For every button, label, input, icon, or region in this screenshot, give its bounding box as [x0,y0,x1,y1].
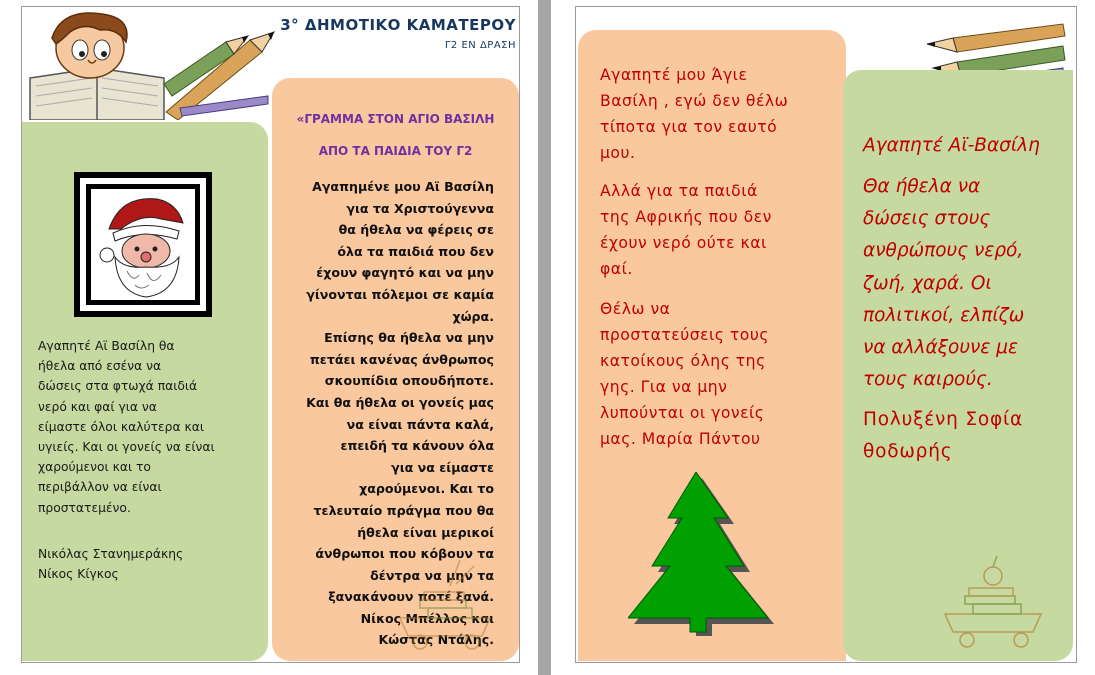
left-page [0,0,538,675]
page-gutter [538,0,551,675]
school-name: 3° ΔΗΜΟΤΙΚΟ ΚΑΜΑΤΕΡΟΥ [280,16,516,34]
green-letter-panel [843,70,1073,661]
letter-text: Αγαπημένε μου Αϊ Βασίλη για τα Χριστούγεννα θα ήθελα να φέρεις σε όλα τα παιδιά που δεν έχουν φαγητό και να μην γίνονται πόλεμοι σε καμία χώρα. Επίσης θα ήθελα να μην πετάει κανένας άνθρωπος σκουπίδια οπουδήποτε. Και θα ήθελα οι γονείς μας να είναι πάντα καλά, επειδή τα κάνουν όλα για να είμαστε χαρούμενοι. Και το τελευταίο πράγμα που θα ήθελα είναι μερικοί άνθρωποι που κόβουν τα δέντρα να μην τα ξανακάνουν ποτέ ξανά. Νίκος Μπέλλος και Κώστας Ντάλης. [306,179,494,648]
books-cart-icon [935,548,1051,650]
letter-text: Θα ήθελα να δώσεις στους ανθρώπους νερό, ζωή, χαρά. Οι πολιτικοί, ελπίζω να αλλάξουνε με τους καιρούς. [863,176,1025,391]
books-cart-icon [390,556,500,652]
letter-title-line2: ΑΠΟ ΤΑ ΠΑΙΔΙΑ ΤΟΥ Γ2 [318,144,473,158]
letter-greeting: Αγαπητέ Αϊ-Βασίλη [863,135,1040,156]
right-page [551,0,1095,675]
boy-reading-icon [22,8,172,120]
letter-authors: Νικόλας Στανημεράκης Νίκος Κίγκος [38,547,184,582]
letter-paragraph-1: Αγαπητέ μου Άγιε Βασίλη , εγώ δεν θέλω τίποτα για τον εαυτό μου. [600,66,789,162]
letter-title-line1: «ΓΡΑΜΜΑ ΣΤΟΝ ΑΓΙΟ ΒΑΣΙΛΗ [296,112,495,126]
christmas-tree-icon [628,472,778,636]
class-name: Γ2 ΕΝ ΔΡΑΣΗ [444,40,516,51]
santa-picture-frame [74,172,212,317]
letter-text: Αγαπητέ Αϊ Βασίλη θα ήθελα από εσένα να δώσεις στα φτωχά παιδιά νερό και φαί για να είμαστε όλοι καλύτερα και υγιείς. Και οι γονείς να είναι χαρούμενοι και το περιβάλλον να είναι προστατεμένο. [38,339,215,515]
letter-author: Πολυξένη Σοφία θοδωρής [863,409,1024,462]
santa-portrait-icon [91,189,195,300]
letter-paragraph-3: Θέλω να προστατεύσεις τους κατοίκους όλης της γης. Για να μην λυπούνται οι γονείς μας. Μαρία Πάντου [600,300,770,448]
pencils-icon [160,12,278,120]
orange-letter-panel [578,30,846,661]
letter-paragraph-2: Αλλά για τα παιδιά της Αφρικής που δεν έχουν νερό ούτε και φαί. [600,182,772,278]
orange-letter-panel [272,78,519,661]
